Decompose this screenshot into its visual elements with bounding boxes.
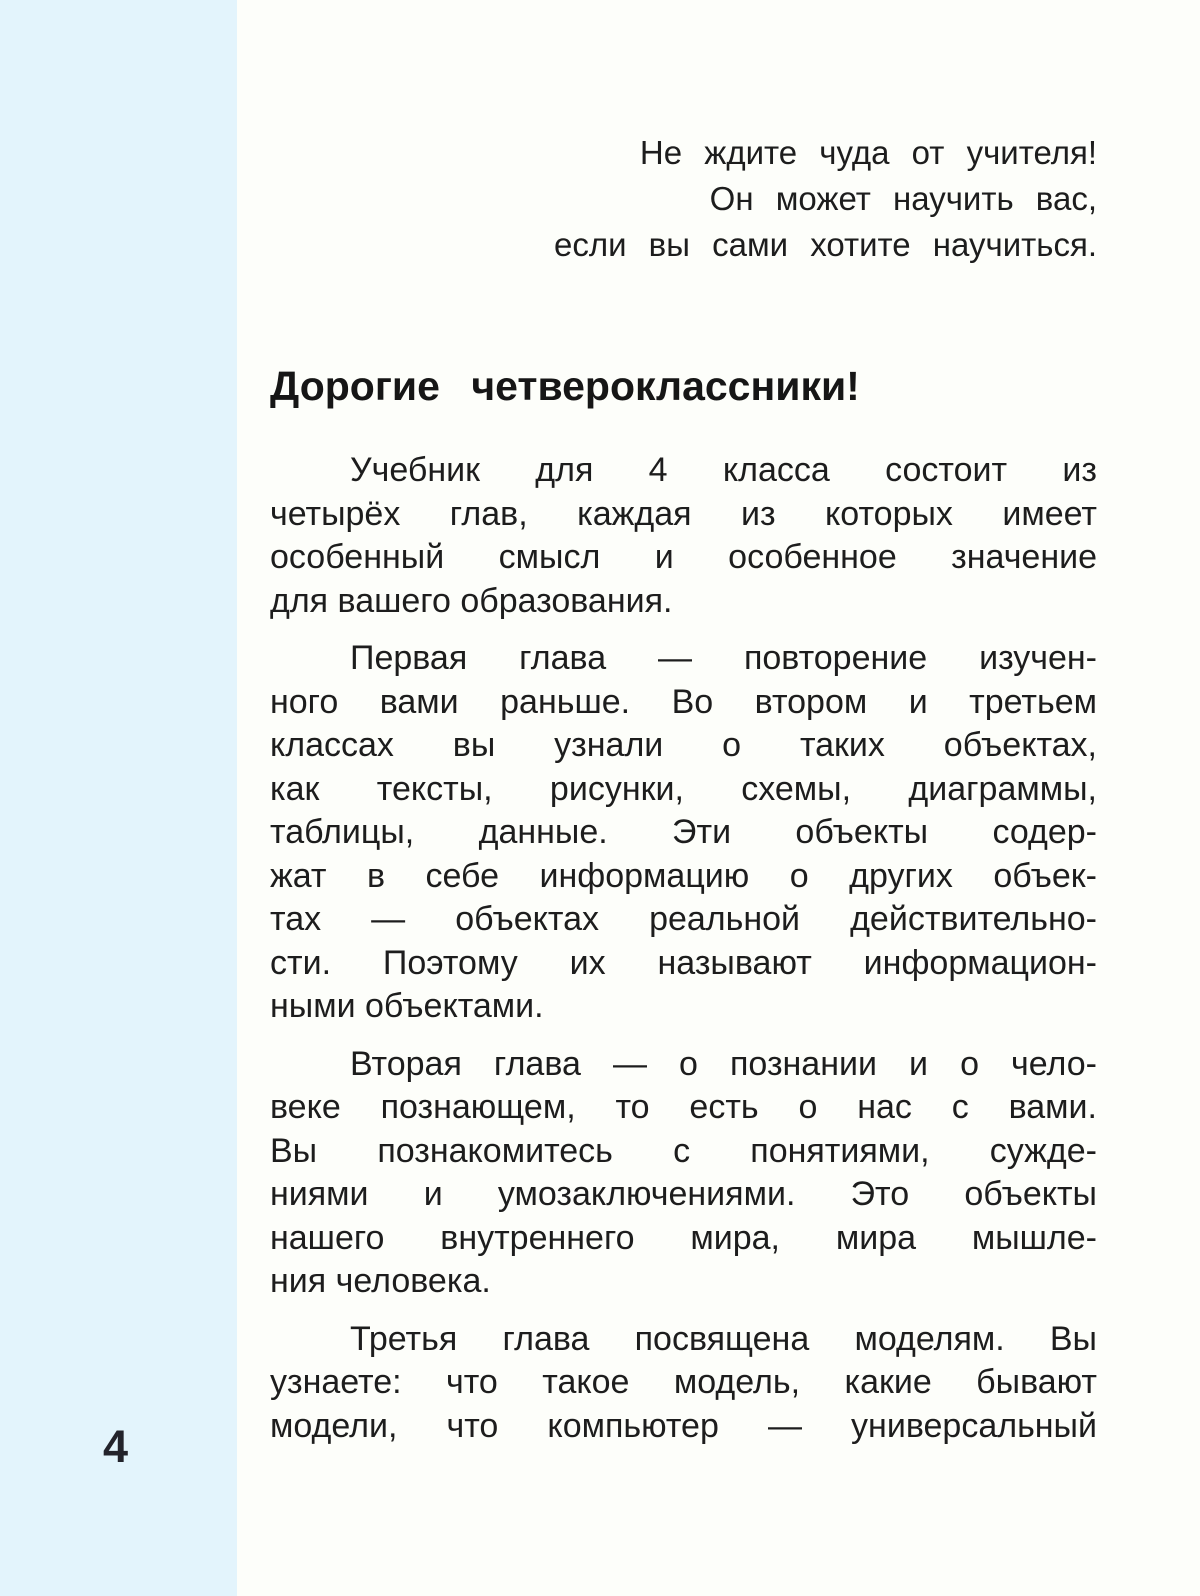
epigraph-line: Он может научить вас, (709, 180, 1097, 217)
text-line: ниями и умозаключениями. Это объекты (270, 1175, 1097, 1214)
text-line: ного вами раньше. Во втором и третьем (270, 682, 1097, 721)
text-line: сти. Поэтому их называют информацион- (270, 943, 1097, 982)
text-line: Третья глава посвящена моделям. Вы (350, 1319, 1097, 1358)
epigraph-line: если вы сами хотите научиться. (553, 226, 1097, 263)
text-line: нашего внутреннего мира, мира мышле- (270, 1218, 1097, 1257)
page-content (270, 0, 1097, 1596)
text-line: Первая глава — повторение изучен- (350, 639, 1097, 678)
section-heading: Дорогие четвероклассники! (270, 363, 860, 409)
page-margin-band (0, 0, 237, 1596)
paragraph (270, 1043, 1097, 1304)
text-line: тах — объектах реальной действительно- (270, 900, 1097, 939)
text-line: таблицы, данные. Эти объекты содер- (270, 813, 1097, 852)
text-line: как тексты, рисунки, схемы, диаграммы, (270, 769, 1097, 808)
text-line: Учебник для 4 класса состоит из (350, 451, 1097, 490)
page-number: 4 (103, 1421, 129, 1472)
text-line: жат в себе информацию о других объек- (270, 856, 1097, 895)
paragraph (270, 637, 1097, 1029)
epigraph-line: Не ждите чуда от учителя! (639, 134, 1097, 171)
text-line: для вашего образования. (270, 581, 673, 620)
paragraph (270, 1318, 1097, 1449)
text-line: классах вы узнали о таких объектах, (270, 726, 1097, 765)
text-line: узнаете: что такое модель, какие бывают (270, 1363, 1097, 1402)
text-line: ными объектами. (270, 987, 544, 1026)
text-line: веке познающем, то есть о нас с вами. (270, 1088, 1097, 1127)
text-line: четырёх глав, каждая из которых имеет (270, 494, 1097, 533)
text-line: особенный смысл и особенное значение (270, 538, 1097, 577)
epigraph (270, 130, 1097, 268)
text-line: ния человека. (270, 1262, 491, 1301)
text-line: Вторая глава — о познании и о чело- (350, 1044, 1097, 1083)
text-line: Вы познакомитесь с понятиями, сужде- (270, 1131, 1097, 1170)
paragraph (270, 449, 1097, 623)
body-text (270, 449, 1097, 1448)
text-line: модели, что компьютер — универсальный (270, 1406, 1097, 1445)
